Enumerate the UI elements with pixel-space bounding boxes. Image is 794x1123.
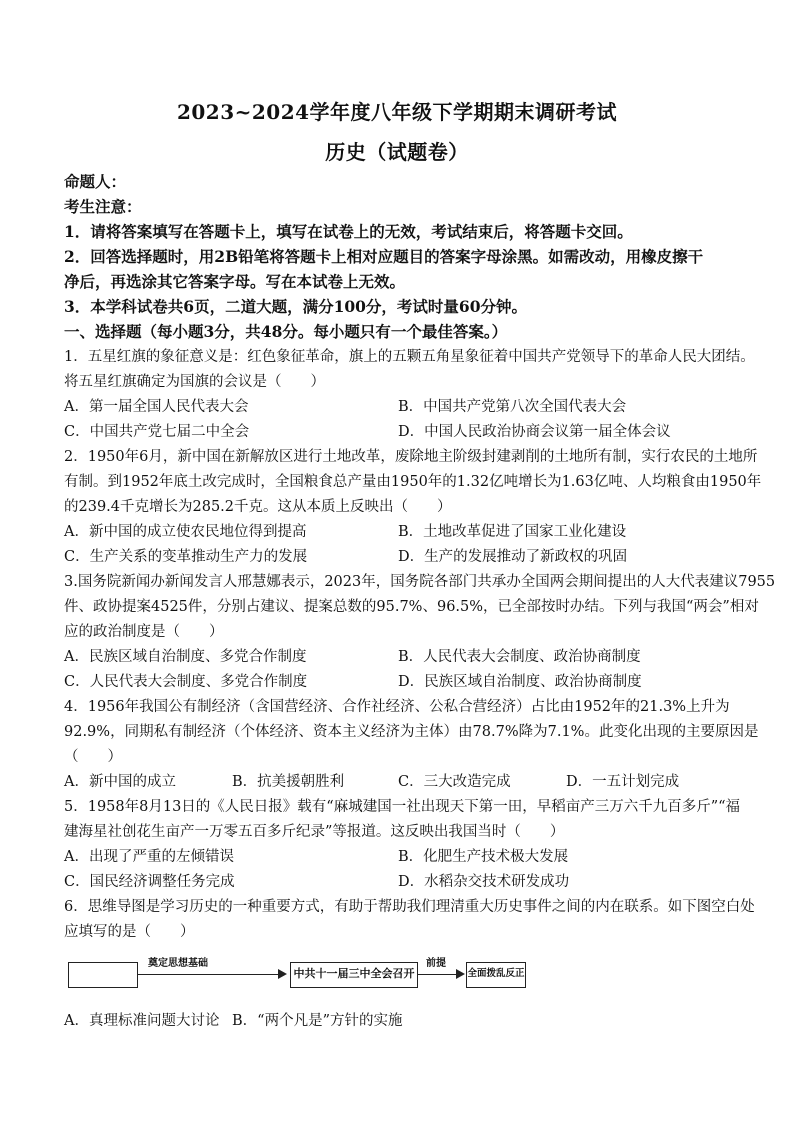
arrow-1-head (278, 969, 287, 979)
q4-option-b: B．抗美援朝胜利 (232, 774, 345, 790)
q3-option-b: B．人民代表大会制度、政治协商制度 (398, 649, 641, 665)
arrow-2 (418, 974, 460, 975)
q3-stem-line-1: 3.国务院新闻办新闻发言人邢慧娜表示，2023年，国务院各部门共承办全国两会期间提出的人大代表建议7955 (64, 574, 776, 590)
arrow-1 (138, 974, 280, 975)
q5-option-a: A．出现了严重的左倾错误 (64, 849, 234, 865)
exam-subtitle: 历史（试题卷） (325, 140, 469, 164)
arrow-2-label: 前提 (426, 958, 446, 969)
q1-stem-line-1: 1．五星红旗的象征意义是：红色象征革命，旗上的五颗五角星象征着中国共产党领导下的革命人民大团结。 (64, 349, 755, 365)
q6-option-b: B．“两个凡是”方针的实施 (232, 1013, 403, 1029)
q1-stem-line-2: 将五星红旗确定为国旗的会议是（ ） (64, 374, 325, 390)
notes-title: 考生注意： (64, 197, 142, 216)
blank-box (68, 962, 138, 988)
q6-stem-line-2: 应填写的是（ ） (64, 924, 195, 940)
arrow-2-head (456, 969, 465, 979)
q3-stem-line-3: 应的政治制度是（ ） (64, 624, 224, 640)
note-1: 1．请将答案填写在答题卡上，填写在试卷上的无效，考试结束后，将答题卡交回。 (64, 222, 633, 241)
author-line: 命题人： (64, 172, 127, 191)
q2-option-c: C．生产关系的变革推动生产力的发展 (64, 549, 308, 565)
q1-option-c: C．中国共产党七届二中全会 (64, 424, 250, 440)
q5-stem-line-2: 建海星社创花生亩产一万零五百多斤纪录”等报道。这反映出我国当时（ ） (64, 824, 565, 840)
q2-option-a: A．新中国的成立使农民地位得到提高 (64, 524, 307, 540)
q4-option-a: A．新中国的成立 (64, 774, 176, 790)
q2-stem-line-1: 2．1950年6月，新中国在新解放区进行土地改革，废除地主阶级封建剥削的土地所有制，实行农民的土地所 (64, 449, 758, 465)
note-3: 3．本学科试卷共6页，二道大题，满分100分，考试时量60分钟。 (64, 297, 527, 316)
q2-option-d: D．生产的发展推动了新政权的巩固 (398, 549, 628, 565)
q3-option-a: A．民族区域自治制度、多党合作制度 (64, 649, 307, 665)
q5-stem-line-1: 5．1958年8月13日的《人民日报》载有“麻城建国一社出现天下第一田，早稻亩产三万六千九百多斤”“福 (64, 799, 741, 815)
q3-option-c: C．人民代表大会制度、多党合作制度 (64, 674, 308, 690)
exam-title: 2023~2024学年度八年级下学期期末调研考试 (176, 100, 618, 124)
q2-stem-line-3: 的239.4千克增长为285.2千克。这从本质上反映出（ ） (64, 499, 452, 515)
note-2-line-2: 净后，再选涂其它答案字母。写在本试卷上无效。 (64, 272, 406, 291)
q3-option-d: D．民族区域自治制度、政治协商制度 (398, 674, 642, 690)
q5-option-d: D．水稻杂交技术研发成功 (398, 874, 570, 890)
q1-option-b: B．中国共产党第八次全国代表大会 (398, 399, 627, 415)
arrow-1-label: 奠定思想基础 (148, 958, 208, 969)
q1-option-d: D．中国人民政治协商会议第一届全体会议 (398, 424, 671, 440)
q4-option-d: D．一五计划完成 (566, 774, 680, 790)
q6-stem-line-1: 6．思维导图是学习历史的一种重要方式，有助于帮助我们理清重大历史事件之间的内在联系。如下图空白处 (64, 899, 755, 915)
q5-option-b: B．化肥生产技术极大发展 (398, 849, 569, 865)
q1-option-a: A．第一届全国人民代表大会 (64, 399, 249, 415)
q4-option-c: C．三大改造完成 (398, 774, 511, 790)
rectification-box: 全面拨乱反正 (466, 962, 526, 988)
section-heading: 一、选择题（每小题3分，共48分。每小题只有一个最佳答案。） (64, 322, 508, 341)
q6-option-a: A．真理标准问题大讨论 (64, 1013, 220, 1029)
mind-map-diagram (64, 952, 464, 998)
q2-option-b: B．土地改革促进了国家工业化建设 (398, 524, 627, 540)
q4-stem-line-2: 92.9%，同期私有制经济（个体经济、资本主义经济为主体）由78.7%降为7.1%。此变化出现的主要原因是 (64, 724, 759, 740)
plenum-box: 中共十一届三中全会召开 (290, 962, 418, 988)
q5-option-c: C．国民经济调整任务完成 (64, 874, 235, 890)
q4-stem-line-3: （ ） (64, 749, 122, 765)
q3-stem-line-2: 件、政协提案4525件，分别占建议、提案总数的95.7%、96.5%，已全部按时办结。下列与我国“两会”相对 (64, 599, 759, 615)
q2-stem-line-2: 有制。到1952年底土改完成时，全国粮食总产量由1950年的1.32亿吨增长为1.63亿吨、人均粮食由1950年 (64, 474, 762, 490)
note-2-line-1: 2．回答选择题时，用2B铅笔将答题卡上相对应题目的答案字母涂黑。如需改动，用橡皮擦干 (64, 247, 704, 266)
q4-stem-line-1: 4．1956年我国公有制经济（含国营经济、合作社经济、公私合营经济）占比由1952年的21.3%上升为 (64, 699, 730, 715)
